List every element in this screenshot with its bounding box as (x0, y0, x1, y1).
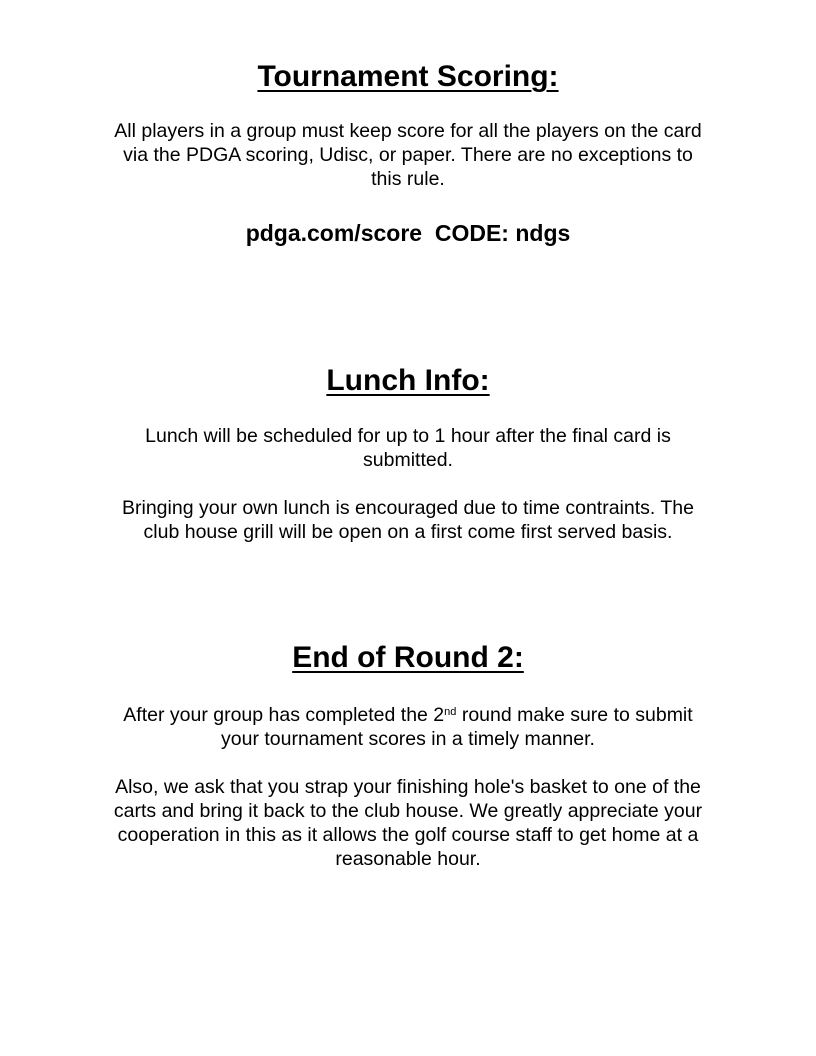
lunch-info-paragraph-1: Lunch will be scheduled for up to 1 hour after the final card is submitted. (145, 425, 671, 471)
end-of-round-paragraph-1-pre: After your group has completed the 2 (123, 704, 445, 726)
tournament-scoring-heading: Tournament Scoring: (257, 60, 559, 93)
end-of-round-paragraph-1-post: round make sure to submit your tournament scores in a timely manner. (221, 704, 693, 750)
tournament-scoring-paragraph: All players in a group must keep score for all the players on the card via the PDGA scoring, Udisc, or paper. There are no exceptions to this rule. (114, 120, 702, 190)
end-of-round-paragraph-2: Also, we ask that you strap your finishing hole's basket to one of the carts and bring it back to the club house. We greatly appreciate your cooperation in this as it allows the golf course staff to get home at a reasonable hour. (113, 776, 703, 870)
end-of-round-paragraph-1 (108, 703, 708, 751)
lunch-info-paragraph-2: Bringing your own lunch is encouraged due to time contraints. The club house grill will be open on a first come first served basis. (122, 497, 694, 543)
end-of-round-heading: End of Round 2: (292, 641, 524, 674)
ordinal-suffix: nd (444, 706, 457, 718)
scoring-code-line: pdga.com/score CODE: ndgs (245, 220, 571, 246)
lunch-info-heading: Lunch Info: (326, 364, 490, 397)
